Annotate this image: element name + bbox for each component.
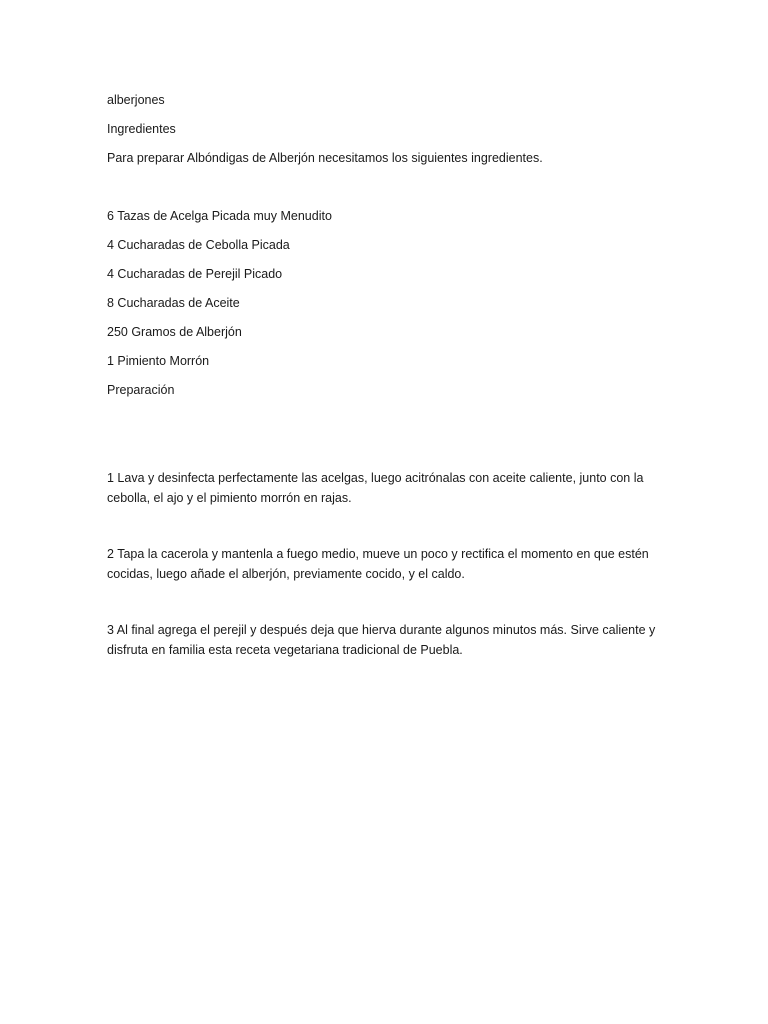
intro-text: Para preparar Albóndigas de Alberjón necesitamos los siguientes ingredientes. bbox=[107, 151, 543, 165]
ingredients-heading: Ingredientes bbox=[107, 122, 176, 136]
ingredient-item: 4 Cucharadas de Perejil Picado bbox=[107, 267, 283, 281]
preparation-step: 3 Al final agrega el perejil y después deja que hierva durante algunos minutos más. Sirve caliente y disfruta en familia esta receta vegetariana tradicional de Puebla. bbox=[107, 623, 656, 657]
preparation-heading: Preparación bbox=[107, 383, 175, 397]
preparation-step: 1 Lava y desinfecta perfectamente las acelgas, luego acitrónalas con aceite caliente, junto con la cebolla, el ajo y el pimiento morrón en rajas. bbox=[107, 471, 644, 505]
ingredient-item: 250 Gramos de Alberjón bbox=[107, 325, 242, 339]
ingredient-item: 6 Tazas de Acelga Picada muy Menudito bbox=[107, 209, 332, 223]
ingredient-item: 1 Pimiento Morrón bbox=[107, 354, 210, 368]
ingredient-item: 8 Cucharadas de Aceite bbox=[107, 296, 240, 310]
document-title: alberjones bbox=[107, 93, 165, 107]
ingredient-item: 4 Cucharadas de Cebolla Picada bbox=[107, 238, 290, 252]
preparation-step: 2 Tapa la cacerola y mantenla a fuego medio, mueve un poco y rectifica el momento en que estén cocidas, luego añade el alberjón, previamente cocido, y el caldo. bbox=[107, 547, 649, 581]
